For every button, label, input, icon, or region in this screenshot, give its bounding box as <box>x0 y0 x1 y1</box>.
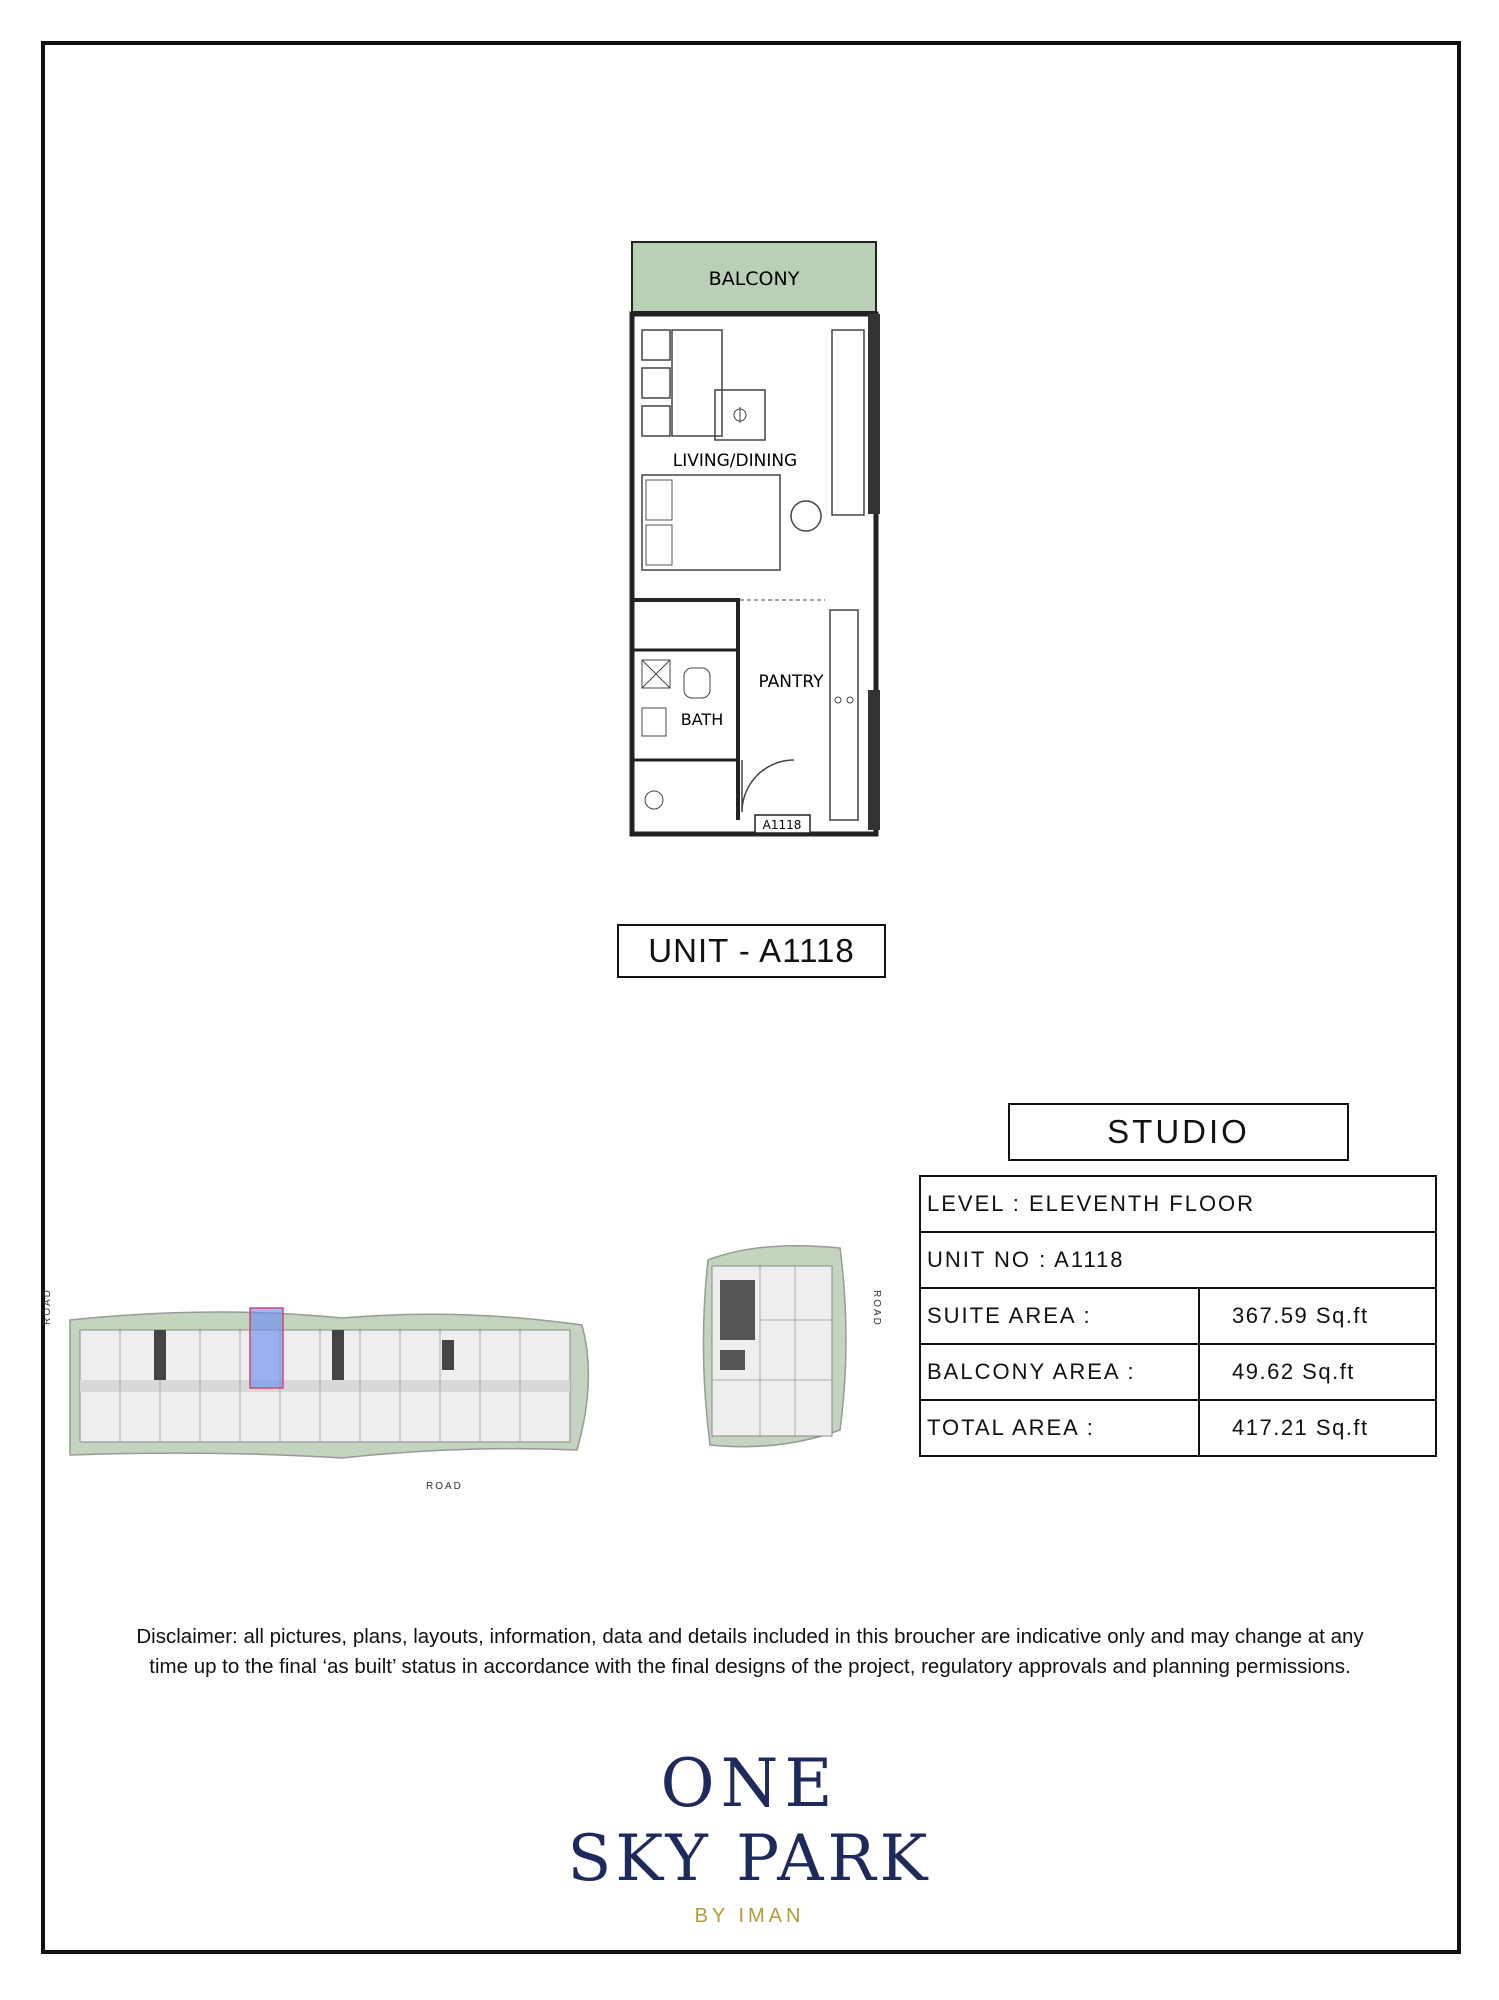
road-label-bottom: ROAD <box>426 1481 463 1492</box>
disclaimer-text: Disclaimer: all pictures, plans, layouts, information, data and details included in this broucher are indicative only and may change at any time up to the final ‘as built’ status in accordance with the final designs of the project, regulatory approvals and planning permissions. <box>136 1625 1364 1678</box>
road-label-right: ROAD <box>871 1290 882 1327</box>
unit-highlight <box>250 1308 283 1388</box>
level-cell: LEVEL : ELEVENTH FLOOR <box>920 1176 1436 1232</box>
tower-key-plan <box>700 1240 860 1460</box>
suite-area-value: 367.59 Sq.ft <box>1199 1288 1436 1344</box>
balcony-area-value: 49.62 Sq.ft <box>1199 1344 1436 1400</box>
pantry-label: PANTRY <box>758 672 824 692</box>
unit-details-table <box>919 1175 1437 1457</box>
logo-sky-park: SKY PARK <box>567 1822 932 1896</box>
logo-one: ONE <box>660 1745 839 1822</box>
road-label-left: ROAD <box>42 1288 53 1325</box>
bath-label: BATH <box>680 710 724 729</box>
total-area-value: 417.21 Sq.ft <box>1199 1400 1436 1456</box>
total-area-label: TOTAL AREA : <box>920 1400 1199 1456</box>
window-wall <box>868 314 880 514</box>
logo-by-iman: BY IMAN <box>694 1905 805 1927</box>
balcony-label: BALCONY <box>708 268 800 290</box>
unit-type: STUDIO <box>1008 1103 1349 1161</box>
unit-no-cell: UNIT NO : A1118 <box>920 1232 1436 1288</box>
suite-area-label: SUITE AREA : <box>920 1288 1199 1344</box>
living-dining-label: LIVING/DINING <box>672 451 798 471</box>
svg-text:A1118: A1118 <box>762 818 802 832</box>
balcony-area-label: BALCONY AREA : <box>920 1344 1199 1400</box>
unit-title: UNIT - A1118 <box>617 924 886 978</box>
floor-key-plan <box>62 1300 602 1470</box>
unit-floor-plan <box>620 230 900 850</box>
unit-outer-wall <box>632 314 876 834</box>
